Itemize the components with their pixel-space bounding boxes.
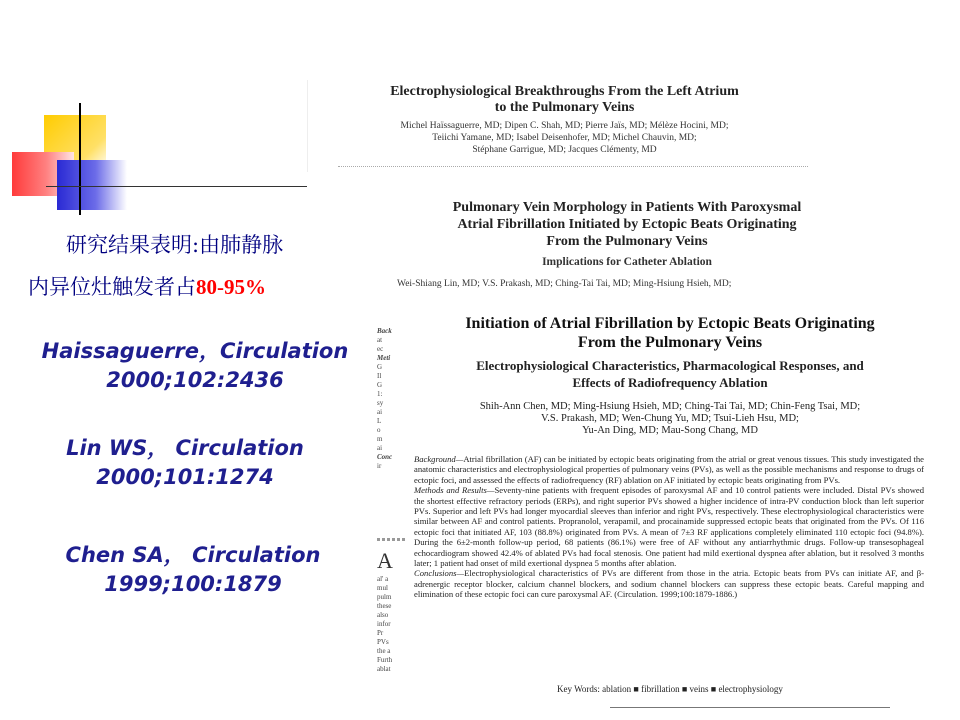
paper-subtitle xyxy=(410,357,930,391)
reference-citation: 1999;100:1879 xyxy=(104,572,282,596)
fragment-text: m xyxy=(377,435,383,443)
fragment-text: al' a xyxy=(377,575,389,583)
paper-subtitle-line: Effects of Radiofrequency Ablation xyxy=(572,375,768,390)
fragment-text: PVs xyxy=(377,638,389,646)
abstract-section-label: Background— xyxy=(414,454,464,464)
paper-abstract xyxy=(414,454,924,600)
fragment-text: Furth xyxy=(377,656,393,664)
paper-title-line: Electrophysiological Breakthroughs From the Left Atrium xyxy=(390,84,739,99)
clipped-text-edge xyxy=(338,166,808,170)
dropcap-letter: A xyxy=(377,548,393,573)
paper-authors-line: Yu-An Ding, MD; Mau-Song Chang, MD xyxy=(582,425,758,436)
paper-excerpt-chen xyxy=(410,300,930,715)
paper-title-line: From the Pulmonary Veins xyxy=(577,334,763,351)
chinese-finding-line2 xyxy=(28,271,266,301)
fragment-text: Back xyxy=(377,327,392,335)
fragment-text: also xyxy=(377,611,389,619)
finding-percentage: 80-95% xyxy=(196,275,266,299)
paper-subtitle-line: Electrophysiological Characteristics, Pharmacological Responses, and xyxy=(476,358,864,373)
fragment-text: Meti xyxy=(377,354,391,362)
fragment-text: the a xyxy=(377,647,391,655)
fragment-text: Il xyxy=(377,372,382,380)
paper-authors-line: Shih-Ann Chen, MD; Ming-Hsiung Hsieh, MD; Ching-Tai Tai, MD; Chin-Feng Tsai, MD; xyxy=(479,401,861,412)
paper-title xyxy=(307,199,947,250)
paper-authors-line: Teiichi Yamane, MD; Isabel Deisenhofer, MD; Michel Chauvin, MD; xyxy=(432,133,697,143)
paper-title-line: Initiation of Atrial Fibrillation by Ectopic Beats Originating xyxy=(465,315,875,332)
logo-horizontal-line xyxy=(46,186,308,187)
paper-authors-line: Michel Haïssaguerre, MD; Dipen C. Shah, MD; Pierre Jaïs, MD; Mélèze Hocini, MD; xyxy=(400,121,729,131)
abstract-background xyxy=(414,454,924,485)
reference-lin xyxy=(20,434,350,492)
fragment-rule xyxy=(377,538,405,541)
paper-title-line: to the Pulmonary Veins xyxy=(494,100,635,115)
fragment-text: G xyxy=(377,363,383,371)
abstract-section-label: Methods and Results— xyxy=(414,485,495,496)
hidden-paper-fragments-upper xyxy=(377,327,392,471)
paper-excerpt-haissaguerre xyxy=(307,80,821,172)
fragment-text: at xyxy=(377,336,383,344)
footer-rule xyxy=(610,707,890,708)
logo-vertical-line xyxy=(79,103,81,215)
fragment-text: ai xyxy=(377,408,383,416)
hidden-paper-fragments-lower xyxy=(377,575,392,674)
abstract-section-text: Seventy-nine patients with frequent episodes of paroxysmal AF and 10 control patients were included. Distal PVs showed the shortest effective refractory periods (ERPs), and right superior PVs showed a higher incidence of intra-PV conduction block than left superior PVs. Superior and left PVs had longer myocardial sleeves than inferior and right PVs, respectively. These electrophysiological characteristics were similar between AF and control patients. Propranolol, verapamil, and procainamide suppressed ectopic beats that originated from the PVs. Of 116 ectopic foci that initiated AF, 103 (88.8%) originated from PVs. A mean of 7±3 RF applications completely eliminated 110 ectopic foci (94.8%). During the 6±2-month follow-up period, 68 patients (86.1%) were free of AF without any antiarrhythmic drugs. Follow-up transesophageal echocardiogram showed 42.4% of ablated PVs had focal stenosis. One patient had mild exertional dyspnea after ablation, but it resolved 3 months later; 1 patient had onset of mild exertional dyspnea 5 months after ablation. xyxy=(414,485,925,569)
fragment-text: ir xyxy=(377,462,382,470)
fragment-text: mul xyxy=(377,584,388,592)
fragment-text: Pr xyxy=(377,629,384,637)
paper-title xyxy=(308,84,821,116)
paper-title-line: From the Pulmonary Veins xyxy=(546,234,708,249)
reference-haissaguerre xyxy=(30,337,360,395)
paper-authors-line: Stéphane Garrigue, MD; Jacques Clémenty, MD xyxy=(472,145,657,155)
paper-subtitle: Implications for Catheter Ablation xyxy=(542,256,712,268)
abstract-conclusions xyxy=(414,568,924,599)
fragment-text: infor xyxy=(377,620,391,628)
abstract-section-text: Atrial fibrillation (AF) can be initiated by ectopic beats originating from the atrial or great venous tissues. This study investigated the anatomic characteristics and electrophysiological properties of pulmonary veins (PVs), as well as the possible mechanisms and response to drugs of ectopic foci, and assessed the effects of radiofrequency (RF) ablation on AF initiated by ectopic beats originating from PVs. xyxy=(414,454,924,485)
logo-blue-square xyxy=(57,160,127,210)
paper-authors xyxy=(308,120,821,156)
fragment-text: sy xyxy=(377,399,384,407)
reference-chen xyxy=(28,541,358,599)
abstract-methods xyxy=(414,485,924,568)
chinese-finding-line1: 研究结果表明:由肺静脉 xyxy=(66,233,284,257)
abstract-section-label: Conclusions— xyxy=(414,568,465,579)
reference-author-journal: Haissaguerre，Circulation xyxy=(41,339,349,363)
paper-title-line: Pulmonary Vein Morphology in Patients With Paroxysmal xyxy=(452,200,802,215)
reference-author-journal: Lin WS， Circulation xyxy=(66,436,304,460)
fragment-text: o xyxy=(377,426,381,434)
paper-excerpt-lin xyxy=(307,172,947,297)
paper-title xyxy=(410,314,930,352)
paper-keywords: Key Words: ablation ■ fibrillation ■ veins ■ electrophysiology xyxy=(557,684,783,694)
abstract-section-text: Electrophysiological characteristics of PVs are different from those in the atria. Ectopic beats from PVs can initiate AF, and β-adrenergic receptor blocker, calcium channel blockers, and sodium channel blockers can suppress these ectopic beats. Careful mapping and elimination of these ectopic foci can cure paroxysmal AF. (Circulation. 1999;100:1879-1886.) xyxy=(414,568,924,600)
fragment-text: pulm xyxy=(377,593,392,601)
paper-authors: Wei-Shiang Lin, MD; V.S. Prakash, MD; Ching-Tai Tai, MD; Ming-Hsiung Hsieh, MD; xyxy=(397,279,732,289)
paper-authors xyxy=(410,401,930,437)
fragment-text: G xyxy=(377,381,383,389)
fragment-text: L xyxy=(377,417,382,425)
paper-authors-line: V.S. Prakash, MD; Wen-Chung Yu, MD; Tsui-Lieh Hsu, MD; xyxy=(541,413,799,424)
fragment-text: these xyxy=(377,602,392,610)
fragment-text: ai xyxy=(377,444,383,452)
reference-citation: 2000;102:2436 xyxy=(106,368,284,392)
chinese-finding-prefix: 内异位灶触发者占 xyxy=(28,275,196,299)
reference-citation: 2000;101:1274 xyxy=(96,465,274,489)
reference-author-journal: Chen SA， Circulation xyxy=(65,543,321,567)
fragment-text: Conc xyxy=(377,453,393,461)
paper-title-line: Atrial Fibrillation Initiated by Ectopic Beats Originating xyxy=(457,217,797,232)
fragment-text: ablat xyxy=(377,665,391,673)
fragment-text: ec xyxy=(377,345,384,353)
fragment-text: 1: xyxy=(377,390,383,398)
